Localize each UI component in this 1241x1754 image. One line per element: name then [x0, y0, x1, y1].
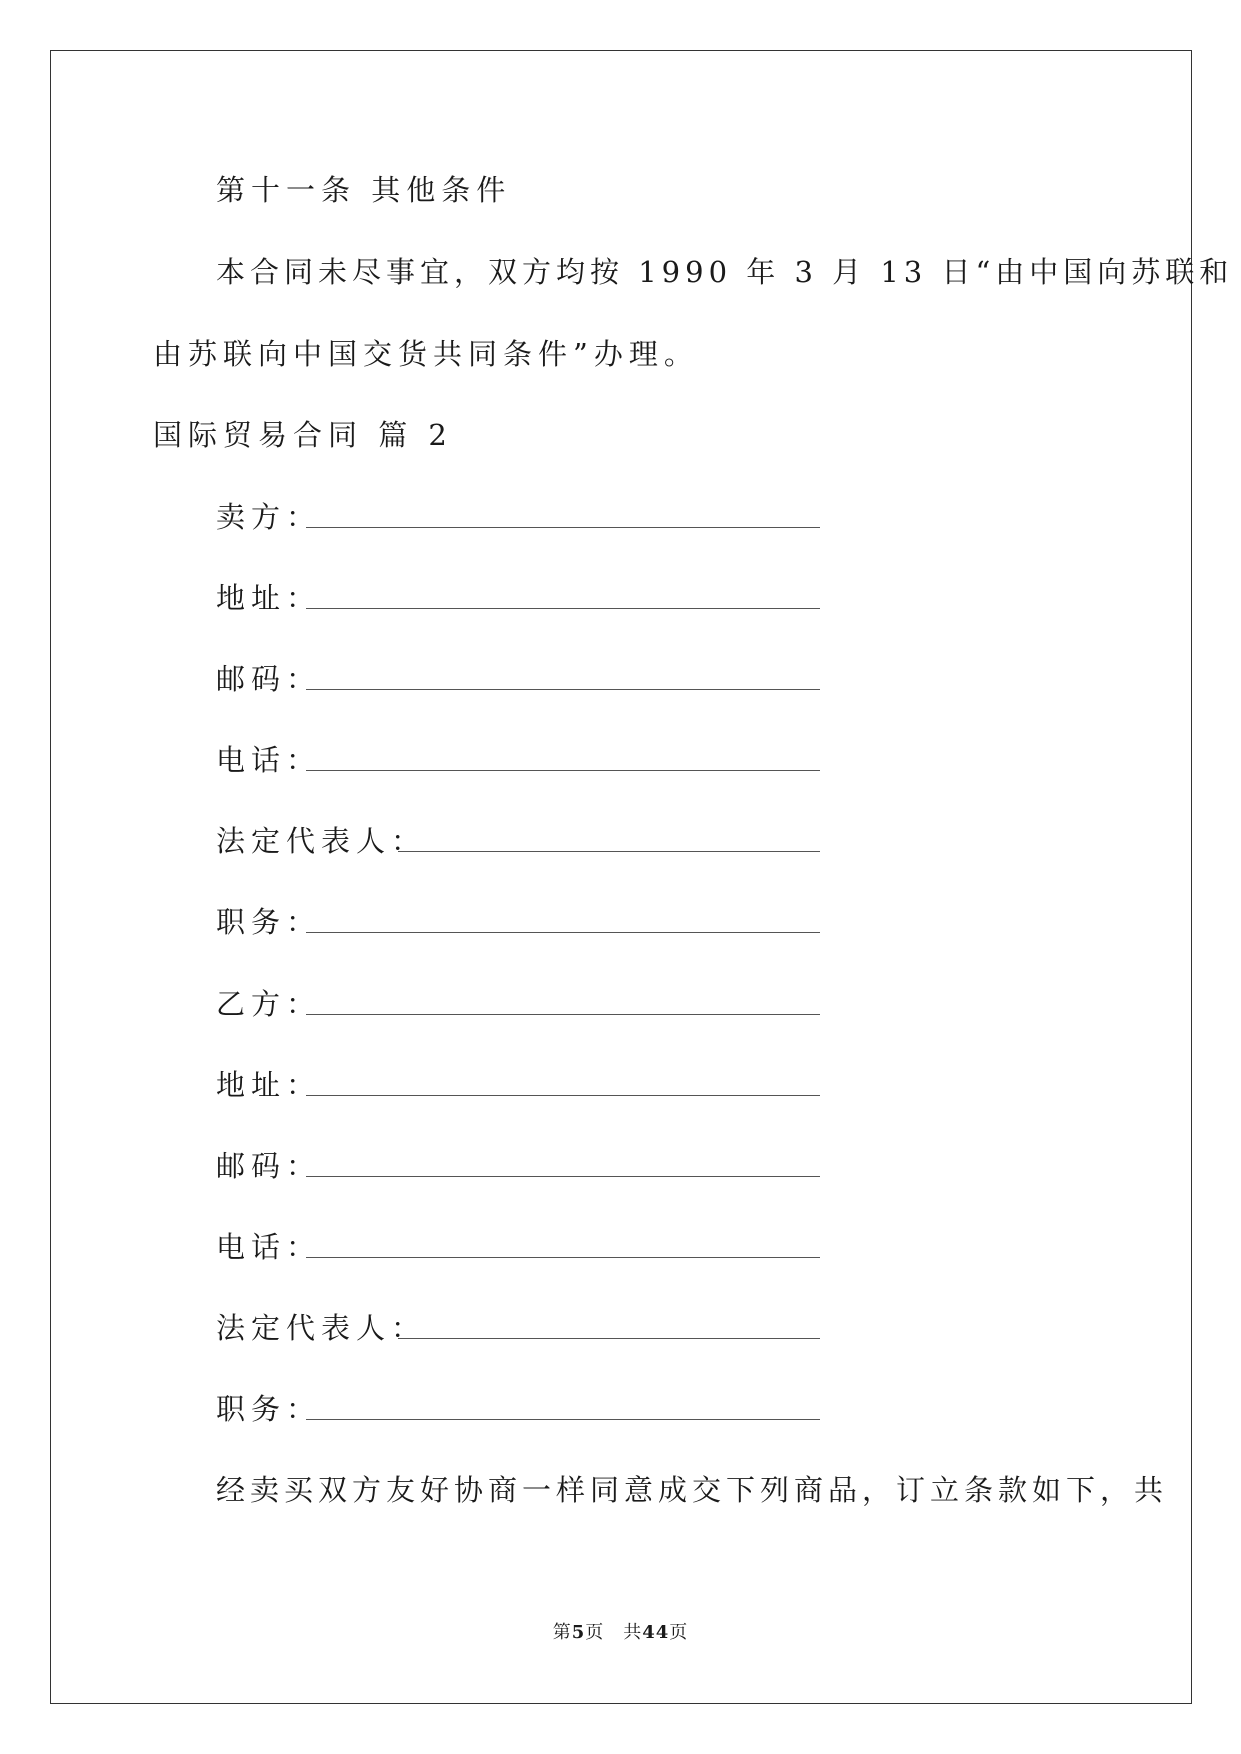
buyer-legal-rep-input-line[interactable] [398, 1338, 820, 1339]
section-title: 国际贸易合同 篇 2 [153, 418, 453, 452]
seller-address-label: 地址： [216, 581, 322, 615]
buyer-input-line[interactable] [306, 1014, 820, 1015]
footer-page-number: 5 [571, 1622, 586, 1643]
clause-body-line-1: 本合同未尽事宜，双方均按 1990 年 3 月 13 日“由中国向苏联和 [216, 255, 1234, 289]
page-border [50, 50, 1192, 1704]
seller-postcode-input-line[interactable] [306, 689, 820, 690]
clause-body-line-2: 由苏联向中国交货共同条件”办理。 [153, 337, 699, 371]
seller-position-label: 职务： [216, 905, 322, 939]
buyer-postcode-input-line[interactable] [306, 1176, 820, 1177]
footer-page-prefix: 第 [552, 1622, 572, 1643]
seller-legal-rep-label: 法定代表人： [216, 824, 427, 858]
seller-postcode-label: 邮码： [216, 662, 322, 696]
buyer-label: 乙方： [216, 987, 322, 1021]
footer-page-suffix: 页 [669, 1622, 689, 1643]
buyer-address-label: 地址： [216, 1068, 322, 1102]
seller-phone-input-line[interactable] [306, 770, 820, 771]
seller-phone-label: 电话： [216, 743, 322, 777]
buyer-postcode-label: 邮码： [216, 1149, 322, 1183]
buyer-address-input-line[interactable] [306, 1095, 820, 1096]
buyer-phone-label: 电话： [216, 1230, 322, 1264]
footer-page-total: 44 [642, 1622, 670, 1643]
footer-page-mid: 页 共 [585, 1622, 643, 1643]
buyer-phone-input-line[interactable] [306, 1257, 820, 1258]
seller-address-input-line[interactable] [306, 608, 820, 609]
buyer-legal-rep-label: 法定代表人： [216, 1311, 427, 1345]
seller-position-input-line[interactable] [306, 932, 820, 933]
buyer-position-input-line[interactable] [306, 1419, 820, 1420]
seller-legal-rep-input-line[interactable] [398, 851, 820, 852]
seller-label: 卖方： [216, 500, 322, 534]
buyer-position-label: 职务： [216, 1392, 322, 1426]
page-footer [0, 1618, 1241, 1644]
seller-input-line[interactable] [306, 527, 820, 528]
closing-line: 经卖买双方友好协商一样同意成交下列商品，订立条款如下，共 [216, 1473, 1169, 1507]
clause-heading: 第十一条 其他条件 [216, 173, 512, 207]
